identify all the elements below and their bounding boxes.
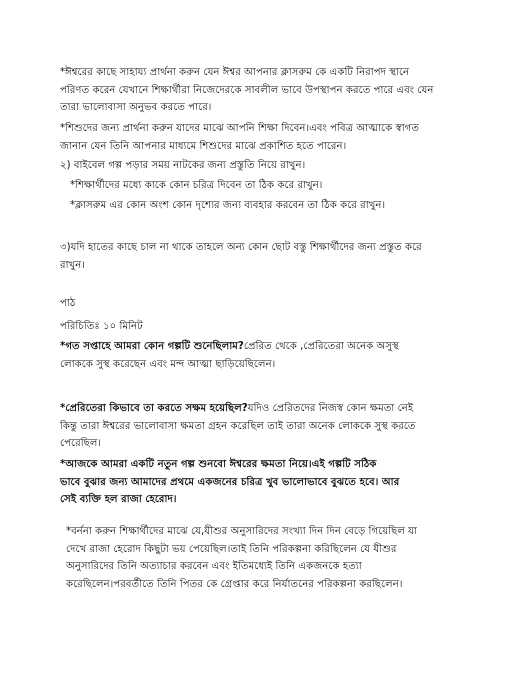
question-bold: *গত সপ্তাহে আমরা কোন গল্পটি শুনেছিলাম? — [60, 341, 244, 352]
text-line: পরিণত করেন যেখানে শিক্ষার্থীরা নিজেদেরকে সাবলীল ভাবে উপস্থাপন করতে পারে এবং যেন — [60, 84, 434, 96]
text-line: *ঈশ্বরের কাছে সাহায্য প্রার্থনা করুন যেন ঈশ্বর আপনার ক্লাসরুম কে একটি নিরাপদ স্থানে — [60, 67, 410, 78]
new-story-intro — [60, 456, 485, 509]
text-line — [60, 400, 485, 418]
intro-time — [60, 318, 480, 336]
drama-prep-item — [60, 157, 480, 175]
text-line — [60, 338, 485, 356]
text-line: ভাবে বুঝার জন্য আমাদের প্রথমে একজনের চরিত্র খুব ভালোভাবে বুঝতে হবে। আর — [60, 476, 400, 488]
herod-description-paragraph — [66, 523, 491, 593]
assign-characters-item — [70, 177, 490, 195]
prayer-classroom-paragraph — [60, 64, 485, 117]
text-line: *শিশুদের জন্য প্রার্থনা করুন যাদের মাঝে আপনি শিক্ষা দিবেন।এবং পবিত্র আত্মাকে স্বাগত — [60, 123, 419, 134]
text-line: তারা ভালোবাসা অনুভব করতে পারে। — [60, 102, 212, 113]
text-line: কিন্তু তারা ঈশ্বরের ভালোবাসা ক্ষমতা গ্রহন করেছিল তাই তারা অনেক লোককে সুস্থ করতে — [60, 420, 416, 432]
text-line: সেই ব্যক্তি হল রাজা হেরোদ। — [60, 494, 177, 505]
answer-text: প্রেরিত থেকে ,প্রেরিতেরা অনেক অসুস্থ — [243, 341, 399, 352]
classroom-scenes-item — [70, 197, 490, 215]
text-line: দেখে রাজা হেরোদ কিছুটা ভয় পেয়েছিল।তাই তিনি পরিকল্পনা করিছিলেন যে যীশুর — [66, 543, 397, 555]
question-bold: *প্রেরিতেরা কিভাবে তা করতে সক্ষম হয়েছিল? — [60, 403, 248, 414]
rice-alternative-item — [60, 239, 485, 274]
text-line: ৩)যদি হাতের কাছে চাল না থাকে তাহলে অন্য কোন ছোট বস্তু শিক্ষার্থীদের জন্য প্রস্তুত করে — [60, 242, 422, 253]
text-line: *শিক্ষার্থীদের মধ্যে কাকে কোন চরিত্র দিবেন তা ঠিক করে রাখুন। — [70, 180, 323, 191]
apostles-power-question — [60, 400, 485, 453]
last-week-question — [60, 338, 485, 373]
text-line: *বর্ননা করুন শিক্ষার্থীদের মাঝে যে,যীশুর অনুসারিদের সংখ্যা দিন দিন বেড়ে গিয়েছিল যা — [66, 526, 417, 537]
text-line: রাখুন। — [60, 259, 85, 271]
answer-text: যদিও প্রেরিতদের নিজস্ব কোন ক্ষমতা নেই — [247, 403, 414, 414]
text-line: অনুসারিদের তিনি অত্যাচার করবেন এবং ইতিমধ্যেই তিনি একজনকে হত্যা — [66, 561, 362, 572]
text-line: করেছিলেন।পরবর্তীতে তিনি পিতর কে গ্রেপ্তার করে নির্যাতনের পরিকল্পনা করছিলেন। — [66, 578, 403, 590]
text-line: *আজকে আমরা একটি নতুন গল্প শুনবো ঈশ্বরের ক্ষমতা নিয়ে।এই গল্পটি সঠিক — [60, 459, 377, 470]
text-line: পেরেছিল। — [60, 438, 102, 449]
text-line: পাঠ — [60, 298, 76, 309]
text-line: লোককে সুস্থ করেছেন এবং মন্দ আত্মা ছাড়িয়েছিলেন। — [60, 358, 276, 370]
text-line: *ক্লাসরুম এর কোন অংশ কোন দৃশ্যের জন্য ব্যবহার করবেন তা ঠিক করে রাখুন। — [70, 200, 386, 211]
prayer-children-paragraph — [60, 120, 485, 155]
text-line: পরিচিতিঃ ১০ মিনিট — [60, 321, 143, 332]
text-line: জানান যেন তিনি আপনার মাধ্যমে শিশুদের মাঝে প্রকাশিত হতে পারেন। — [60, 140, 347, 152]
text-line: ২) বাইবেল গল্প পড়ার সময় নাটকের জন্য প্রস্তুতি নিয়ে রাখুন। — [60, 160, 306, 171]
lesson-heading — [60, 295, 480, 313]
